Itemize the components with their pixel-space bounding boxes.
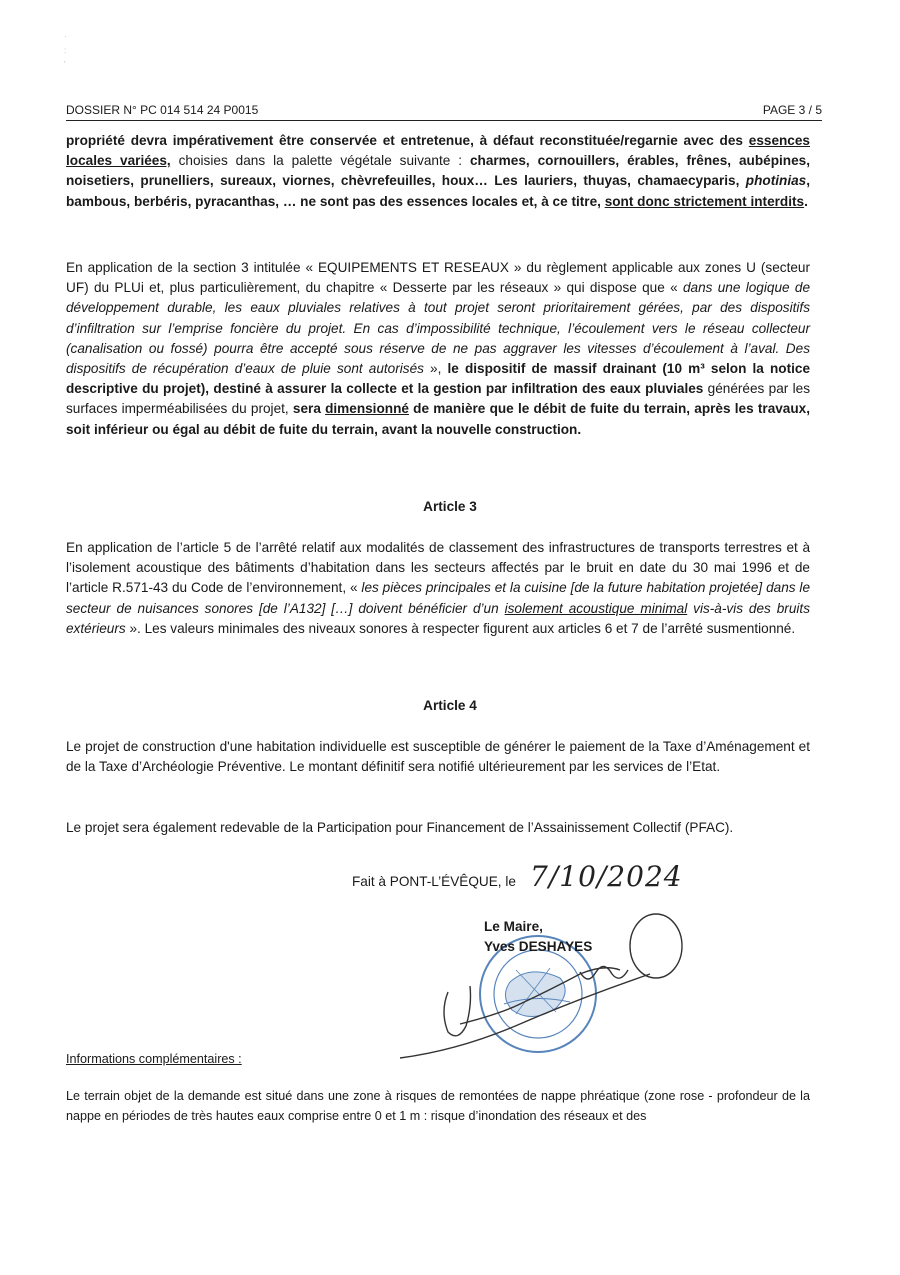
p1-period: . — [804, 193, 808, 209]
a3-italic-d: vis-à-vis des bruits extérieurs — [66, 600, 810, 636]
mayor-title: Le Maire, — [484, 919, 543, 934]
place-and-date-label: Fait à PONT-L’ÉVÊQUE, le — [352, 874, 516, 889]
dossier-number: DOSSIER N° PC 014 514 24 P0015 — [66, 103, 259, 117]
page-number: PAGE 3 / 5 — [762, 103, 822, 117]
p2-text-e: générées par les surfaces imperméabilisées du projet, — [66, 381, 810, 417]
mayor-block — [484, 917, 592, 957]
p2-text-a: En application de la section 3 intitulée « EQUIPEMENTS ET RESEAUX » du règlement applicable aux zones U (secteur UF) du PLUi et, plus particulièrement, du chapitre « Desserte par les réseaux » qui dispose que « — [66, 260, 810, 296]
p1-bold-f: , bambous, berbéris, pyracanthas, … ne sont pas des essences locales et, à ce titre, — [66, 173, 810, 209]
mayor-name: Yves DESHAYES — [484, 939, 593, 954]
p2-bold-dispositif: le dispositif de massif drainant (10 m³ selon la notice descriptive du projet), destiné à assurer la collecte et la gestion par infiltration des eaux pluviales — [66, 361, 810, 397]
p2-italic-quote: dans une logique de développement durable, les eaux pluviales relatives à tout projet seront prioritairement gérées, par des dispositifs d’infiltration sur l’emprise foncière du projet. En cas d’impossibilité technique, l’écoulement vers le réseau collecteur (canalisation ou fossé) pourra être accepté sous réserve de ne pas aggraver les vitesses d’écoulement à l’aval. Des dispositifs de récupération d’eaux de pluie sont autorisés — [66, 280, 810, 377]
a3-underlined-isolement: isolement acoustique minimal — [504, 600, 688, 616]
page-header — [66, 98, 822, 121]
p1-underlined-interdits: sont donc strictement interdits — [604, 193, 805, 209]
paragraph-eaux-pluviales — [66, 258, 810, 440]
paragraph-article-3 — [66, 538, 810, 639]
article-4-title: Article 4 — [423, 698, 477, 713]
p1-text-c: choisies dans la palette végétale suivante : — [170, 153, 470, 169]
p1-italic-photinias: photinias — [745, 173, 807, 189]
paragraph-article-4-taxes: Le projet de construction d'une habitation individuelle est susceptible de générer le paiement de la Taxe d’Aménagement et de la Taxe d’Archéologie Préventive. Le montant définitif sera notifié ultérieurement par les services de l’Etat. — [66, 739, 810, 775]
p1-bold-d: charmes, cornouillers, érables, frênes, aubépines, noisetiers, prunelliers, sureaux, viornes, chèvrefeuilles, houx… Les lauriers, thuyas, chamaecyparis, — [66, 153, 810, 189]
additional-info-text: Le terrain objet de la demande est situé dans une zone à risques de remontées de nappe phréatique (zone rose - profondeur de la nappe en périodes de très hautes eaux comprise entre 0 et 1 m : risque d’inondation des réseaux et des — [66, 1089, 810, 1123]
a3-text-a: En application de l’article 5 de l’arrêté relatif aux modalités de classement des infrastructures de transports terrestres et à l’isolement acoustique des bâtiments d’habitation dans les secteurs affectés par le bruit en date du 30 mai 1996 et de l’article R.571-43 du Code de l’environnement, « — [66, 540, 810, 596]
p2-text-c: », — [423, 361, 448, 377]
p2-bold-h: de manière que le débit de fuite du terrain, après les travaux, soit inférieur ou égal au débit de fuite du terrain, avant la nouvelle construction. — [66, 401, 811, 437]
article-3-title: Article 3 — [423, 499, 477, 514]
scan-marks: · : ' — [64, 32, 67, 69]
additional-info-title: Informations complémentaires : — [66, 1052, 242, 1066]
paragraph-vegetation — [66, 131, 810, 212]
p2-bold-sera: sera — [292, 401, 326, 417]
p2-underlined-dimensionne: dimensionné — [325, 401, 409, 417]
a3-italic-b: les pièces principales et la cuisine [de la future habitation projetée] dans le secteur de nuisances sonores [de l’A132] […] doivent bénéficier d’un — [66, 580, 811, 616]
p1-underlined-essences: essences locales variées, — [66, 133, 810, 169]
handwritten-date: 7/10/2024 — [530, 860, 683, 893]
a3-text-e: ». Les valeurs minimales des niveaux sonores à respecter figurent aux articles 6 et 7 de l’arrêté susmentionné. — [125, 620, 796, 636]
p1-bold-a: propriété devra impérativement être conservée et entretenue, à défaut reconstituée/regarnie avec des — [66, 133, 749, 148]
paragraph-article-4-pfac: Le projet sera également redevable de la Participation pour Financement de l’Assainissement Collectif (PFAC). — [66, 820, 734, 835]
